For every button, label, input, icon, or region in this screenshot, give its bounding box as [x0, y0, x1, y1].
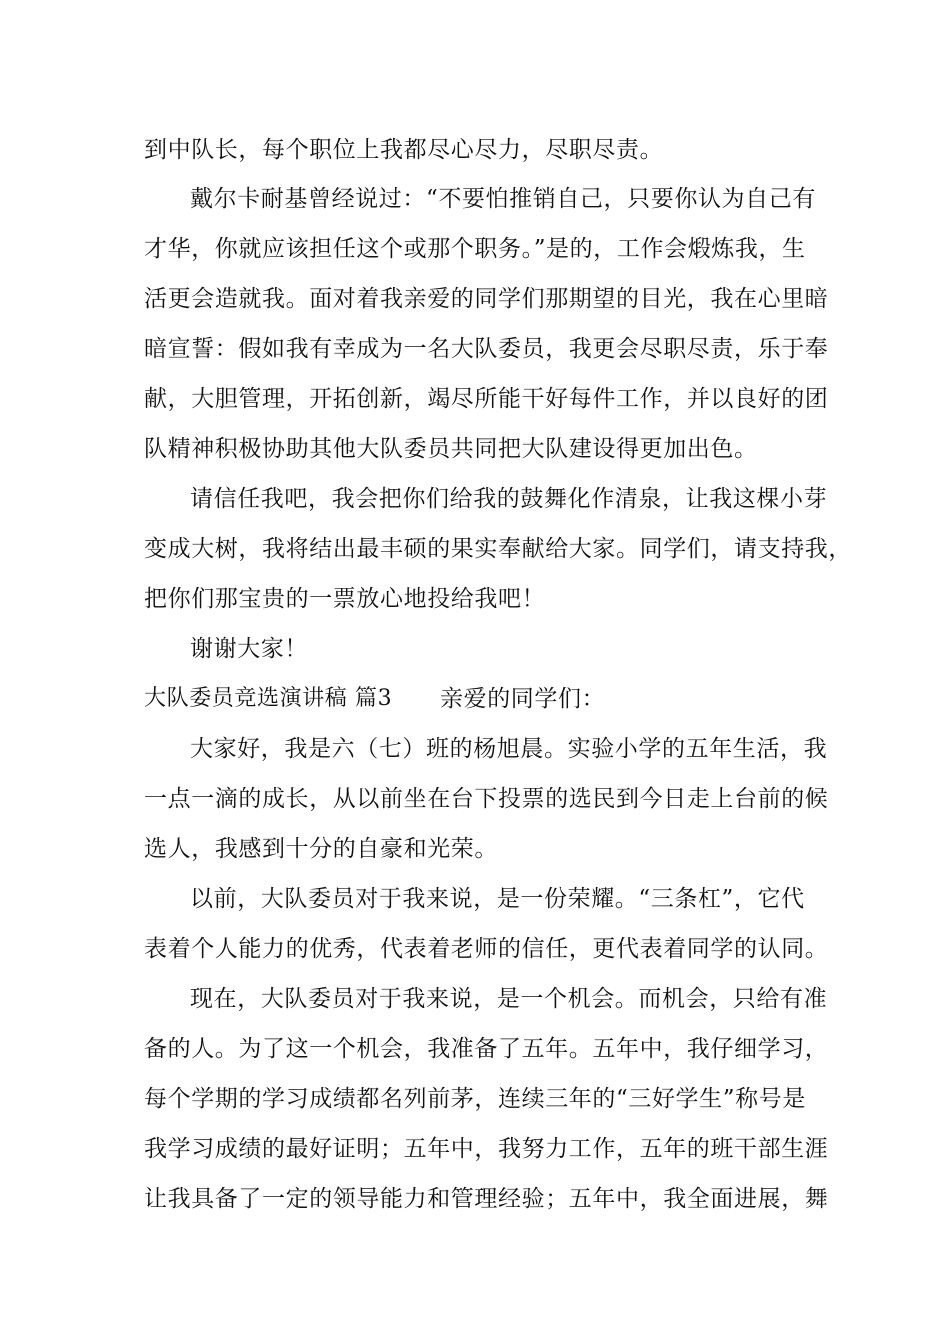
paragraph-line: 队精神积极协助其他大队委员共同把大队建设得更加出色。: [144, 436, 758, 462]
paragraph-line: 才华，你就应该担任这个或那个职务。”是的，工作会煅炼我，生: [144, 236, 806, 262]
paragraph-line: 献，大胆管理，开拓创新，竭尽所能干好每件工作，并以良好的团: [144, 386, 829, 412]
paragraph-line: 每个学期的学习成绩都名列前茅，连续三年的“三好学生”称号是: [144, 1086, 806, 1112]
paragraph-line: 把你们那宝贵的一票放心地投给我吧！: [144, 586, 546, 612]
paragraph-line: 变成大树，我将结出最丰硕的果实奉献给大家。同学们，请支持我，: [144, 536, 852, 562]
paragraph-line: 一点一滴的成长，从以前坐在台下投票的选民到今日走上台前的候: [144, 786, 829, 812]
paragraph-line: 选人，我感到十分的自豪和光荣。: [144, 836, 498, 862]
paragraph-line: 暗宣誓：假如我有幸成为一名大队委员，我更会尽职尽责，乐于奉: [144, 336, 829, 362]
paragraph-line: 请信任我吧，我会把你们给我的鼓舞化作清泉，让我这棵小芽: [190, 486, 828, 512]
paragraph-line: 戴尔卡耐基曾经说过：“不要怕推销自己，只要你认为自己有: [190, 186, 816, 212]
paragraph-line: 到中队长，每个职位上我都尽心尽力，尽职尽责。: [144, 137, 664, 163]
paragraph-line: 以前，大队委员对于我来说，是一份荣耀。“三条杠”，它代: [190, 886, 805, 912]
paragraph-line: 我学习成绩的最好证明；五年中，我努力工作，五年的班干部生涯: [144, 1136, 829, 1162]
paragraph-line: 活更会造就我。面对着我亲爱的同学们那期望的目光，我在心里暗: [144, 286, 829, 312]
paragraph-line: 让我具备了一定的领导能力和管理经验；五年中，我全面进展，舞: [144, 1186, 829, 1212]
section-heading: 大队委员竞选演讲稿 篇3: [144, 686, 393, 711]
paragraph-line: 备的人。为了这一个机会，我准备了五年。五年中，我仔细学习，: [144, 1036, 829, 1062]
paragraph-line: 表着个人能力的优秀，代表着老师的信任，更代表着同学的认同。: [144, 936, 829, 962]
paragraph-line: 现在，大队委员对于我来说，是一个机会。而机会，只给有准: [190, 986, 828, 1012]
salutation: 亲爱的同学们：: [440, 686, 606, 712]
paragraph-line: 谢谢大家！: [190, 636, 308, 662]
paragraph-line: 大家好，我是六（七）班的杨旭晨。实验小学的五年生活，我: [190, 736, 828, 762]
